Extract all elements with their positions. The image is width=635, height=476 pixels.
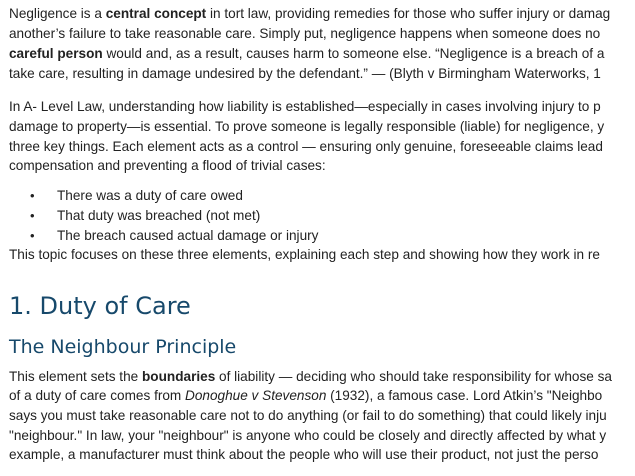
para2-line-2: damage to property—is essential. To prove someone is legally responsible (liable) for negligence, y (9, 119, 605, 134)
para3-line-1 (9, 367, 612, 387)
para3-line-2 (9, 386, 602, 406)
list-item: That duty was breached (not met) (57, 208, 261, 223)
text-run: This element sets the (9, 369, 142, 384)
list-item: There was a duty of care owed (57, 188, 243, 203)
para3-line-3: says you must take reasonable care not to do anything (or fail to do something) that could likely inju (9, 408, 607, 423)
text-run: Negligence is a (9, 6, 106, 21)
intro-line-1 (9, 4, 610, 24)
bullet-marker: • (30, 188, 35, 203)
para3-line-5: example, a manufacturer must think about the people who will use their product, not just the perso (9, 447, 599, 462)
subsection-heading-neighbour-principle: The Neighbour Principle (9, 336, 237, 358)
para3-line-4: "neighbour." In law, your "neighbour" is anyone who could be closely and directly affected by what y (9, 428, 607, 443)
bullet-marker: • (30, 208, 35, 223)
bold-term-central-concept: central concept (105, 6, 207, 21)
intro-line-2: another’s failure to take reasonable care. Simply put, negligence happens when someone does no (9, 26, 601, 41)
bold-term-careful-person: careful person (9, 46, 103, 61)
case-name-donoghue-v-stevenson: Donoghue v Stevenson (185, 388, 327, 403)
topic-summary-line: This topic focuses on these three elements, explaining each step and showing how they work in re (9, 247, 600, 262)
text-run: in tort law, providing remedies for those who suffer injury or damag (206, 6, 611, 21)
bold-term-boundaries: boundaries (141, 369, 216, 384)
intro-line-4: take care, resulting in damage undesired by the defendant.” — (Blyth v Birmingham Waterworks, 1 (9, 66, 601, 81)
text-run: (1932), a famous case. Lord Atkin’s "Neighbo (326, 388, 603, 403)
text-run: of a duty of care comes from (9, 388, 186, 403)
para2-line-1: In A- Level Law, understanding how liability is established—especially in cases involving injury to p (9, 99, 601, 114)
text-run: would and, as a result, causes harm to someone else. “Negligence is a breach of a (102, 46, 605, 61)
intro-line-3 (9, 44, 604, 64)
para2-line-3: three key things. Each element acts as a control — ensuring only genuine, foreseeable claims lead (9, 139, 603, 154)
para2-line-4: compensation and preventing a flood of trivial cases: (9, 158, 326, 173)
text-run: of liability — deciding who should take responsibility for whose sa (215, 369, 612, 384)
bullet-marker: • (30, 228, 35, 243)
section-heading-duty-of-care: 1. Duty of Care (9, 292, 191, 320)
list-item: The breach caused actual damage or injury (57, 228, 319, 243)
